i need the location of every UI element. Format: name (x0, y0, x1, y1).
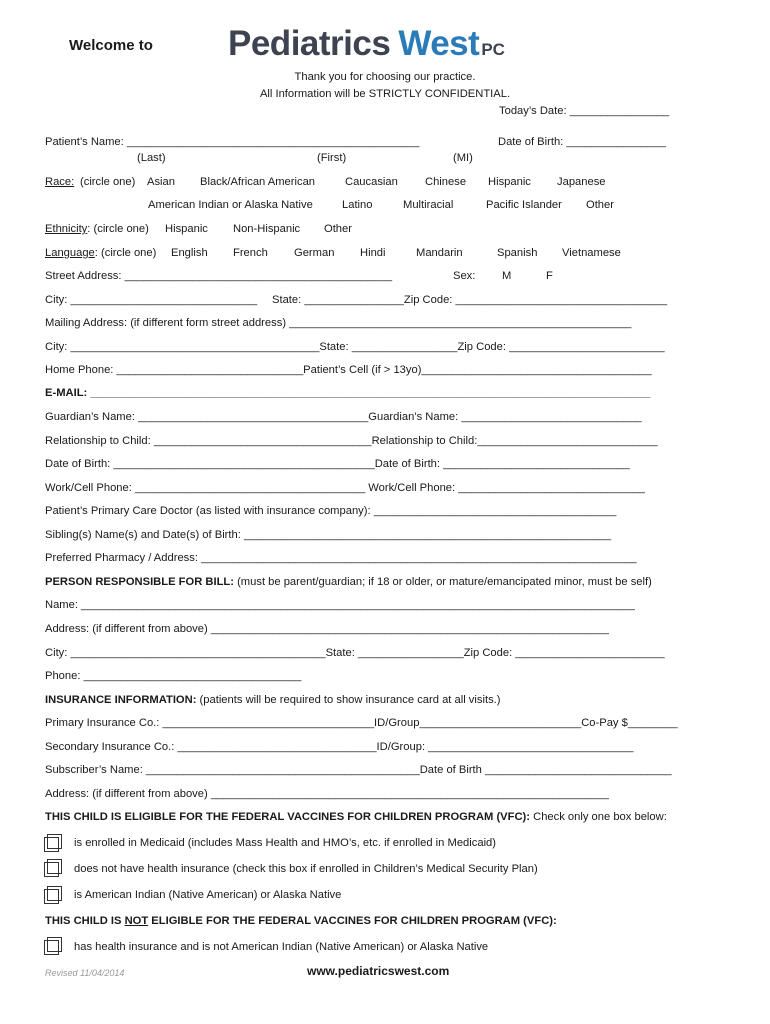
sex-label: Sex: (453, 270, 476, 282)
vfc-eligible-note: Check only one box below: (530, 811, 667, 823)
language-option-vietnamese[interactable]: Vietnamese (562, 247, 621, 259)
ethnicity-label: Ethnicity (45, 223, 88, 235)
race-option-hispanic[interactable]: Hispanic (488, 176, 531, 188)
language-option-hindi[interactable]: Hindi (360, 247, 386, 259)
guardian-name-fields[interactable]: Guardian’s Name: _____________________________________Guardian’s Name: _____________________________ (45, 411, 642, 423)
vfc-eligible-title: THIS CHILD IS ELIGIBLE FOR THE FEDERAL VACCINES FOR CHILDREN PROGRAM (VFC): (45, 811, 530, 823)
guardian-dob-fields[interactable]: Date of Birth: __________________________________________Date of Birth: ______________________________ (45, 458, 630, 470)
thank-you-text: Thank you for choosing our practice. (294, 71, 476, 83)
city-field[interactable]: City: ______________________________ (45, 294, 258, 306)
mailing-address-field[interactable]: Mailing Address: (if different form street address) _______________________________________________________ (45, 317, 632, 329)
email-field[interactable]: E-MAIL: __________________________________________________________________________________________ (45, 387, 651, 399)
american-indian-checkbox[interactable] (44, 889, 59, 904)
language-option-spanish[interactable]: Spanish (497, 247, 538, 259)
bill-address-field[interactable]: Address: (if different from above) ________________________________________________________________ (45, 623, 610, 635)
vfc-eligible-heading (45, 810, 667, 824)
patient-dob-field[interactable]: Date of Birth: ________________ (498, 136, 666, 148)
race-option-asian[interactable]: Asian (147, 176, 175, 188)
pharmacy-field[interactable]: Preferred Pharmacy / Address: ______________________________________________________________________ (45, 552, 637, 564)
primary-care-doctor-field[interactable]: Patient’s Primary Care Doctor (as listed with insurance company): _______________________________________ (45, 505, 617, 517)
vfc-not-pre: THIS CHILD IS (45, 915, 125, 927)
subscriber-name-field[interactable]: Subscriber’s Name: ____________________________________________Date of Birth ______________________________ (45, 764, 672, 776)
race-option-caucasian[interactable]: Caucasian (345, 176, 398, 188)
bill-phone-field[interactable]: Phone: ___________________________________ (45, 670, 302, 682)
has-insurance-option-label: has health insurance and is not American Indian (Native American) or Alaska Native (74, 941, 489, 953)
insurance-note: (patients will be required to show insurance card at all visits.) (196, 694, 501, 706)
race-option-multiracial[interactable]: Multiracial (403, 199, 454, 211)
race-option-other[interactable]: Other (586, 199, 614, 211)
middle-initial-label: (MI) (453, 152, 473, 164)
logo-accent: West (398, 24, 480, 63)
bill-city-state-zip-field[interactable]: City: _________________________________________State: _________________Zip Code: ________________________ (45, 647, 665, 659)
vfc-not-post: ELIGIBLE FOR THE FEDERAL VACCINES FOR CHILDREN PROGRAM (VFC): (148, 915, 557, 927)
ethnicity-option-hispanic[interactable]: Hispanic (165, 223, 208, 235)
race-option-latino[interactable]: Latino (342, 199, 373, 211)
street-address-field[interactable]: Street Address: ___________________________________________ (45, 270, 393, 282)
race-option-black[interactable]: Black/African American (200, 176, 316, 188)
website-link[interactable]: www.pediatricswest.com (307, 964, 450, 978)
race-hint: (circle one) (80, 176, 136, 188)
todays-date-field[interactable]: Today’s Date: ________________ (499, 105, 670, 117)
ethnicity-option-non-hispanic[interactable]: Non-Hispanic (233, 223, 301, 235)
american-indian-option-label: is American Indian (Native American) or Alaska Native (74, 889, 342, 901)
logo-main: Pediatrics (228, 24, 391, 63)
confidential-text: All Information will be STRICTLY CONFIDENTIAL. (259, 88, 511, 100)
race-option-japanese[interactable]: Japanese (557, 176, 606, 188)
revised-date: Revised 11/04/2014 (45, 968, 125, 978)
mailing-city-state-zip-field[interactable]: City: ________________________________________State: _________________Zip Code: _________________________ (45, 341, 665, 353)
no-insurance-checkbox[interactable] (44, 862, 59, 877)
language-label: Language (45, 247, 95, 259)
state-zip-field[interactable]: State: ________________Zip Code: __________________________________ (272, 294, 668, 306)
siblings-field[interactable]: Sibling(s) Name(s) and Date(s) of Birth: ___________________________________________________________ (45, 529, 612, 541)
vfc-not-word: NOT (124, 915, 149, 927)
relationship-fields[interactable]: Relationship to Child: ___________________________________Relationship to Child:_____________________________ (45, 435, 658, 447)
welcome-text: Welcome to (69, 37, 153, 54)
race-label: Race: (45, 176, 75, 188)
primary-insurance-field[interactable]: Primary Insurance Co.: __________________________________ID/Group__________________________Co-Pay $________ (45, 717, 678, 729)
pediatrics-west-logo (228, 24, 505, 72)
language-hint: : (circle one) (94, 247, 157, 259)
patient-name-field[interactable]: Patient’s Name: _______________________________________________ (45, 136, 420, 148)
bill-name-field[interactable]: Name: _________________________________________________________________________________________ (45, 599, 635, 611)
sex-option-m[interactable]: M (502, 270, 512, 282)
logo-suffix: PC (481, 40, 505, 59)
sex-option-f[interactable]: F (546, 270, 553, 282)
race-option-pacific-islander[interactable]: Pacific Islander (486, 199, 562, 211)
ethnicity-option-other[interactable]: Other (324, 223, 352, 235)
ethnicity-hint: : (circle one) (87, 223, 149, 235)
insurance-address-field[interactable]: Address: (if different from above) ________________________________________________________________ (45, 788, 610, 800)
home-phone-field[interactable]: Home Phone: ______________________________Patient’s Cell (if > 13yo)_____________________________________ (45, 364, 652, 376)
language-option-mandarin[interactable]: Mandarin (416, 247, 463, 259)
has-insurance-checkbox[interactable] (44, 940, 59, 955)
language-option-french[interactable]: French (233, 247, 268, 259)
bill-note: (must be parent/guardian; if 18 or older, or mature/emancipated minor, must be self) (233, 576, 652, 588)
insurance-section-heading (45, 693, 501, 707)
vfc-not-eligible-heading (45, 914, 557, 928)
insurance-heading: INSURANCE INFORMATION: (45, 694, 197, 706)
race-option-american-indian[interactable]: American Indian or Alaska Native (148, 199, 313, 211)
first-name-label: (First) (317, 152, 347, 164)
bill-section-heading (45, 575, 652, 589)
work-cell-phone-fields[interactable]: Work/Cell Phone: _____________________________________ Work/Cell Phone: ______________________________ (45, 482, 645, 494)
race-option-chinese[interactable]: Chinese (425, 176, 467, 188)
last-name-label: (Last) (137, 152, 166, 164)
language-option-english[interactable]: English (171, 247, 208, 259)
medicaid-checkbox[interactable] (44, 837, 59, 852)
language-option-german[interactable]: German (294, 247, 335, 259)
no-insurance-option-label: does not have health insurance (check this box if enrolled in Children’s Medical Security Plan) (74, 863, 538, 875)
secondary-insurance-field[interactable]: Secondary Insurance Co.: ________________________________ID/Group: _________________________________ (45, 741, 634, 753)
bill-heading: PERSON RESPONSIBLE FOR BILL: (45, 576, 234, 588)
medicaid-option-label: is enrolled in Medicaid (includes Mass Health and HMO’s, etc. if enrolled in Medicaid) (74, 837, 497, 849)
